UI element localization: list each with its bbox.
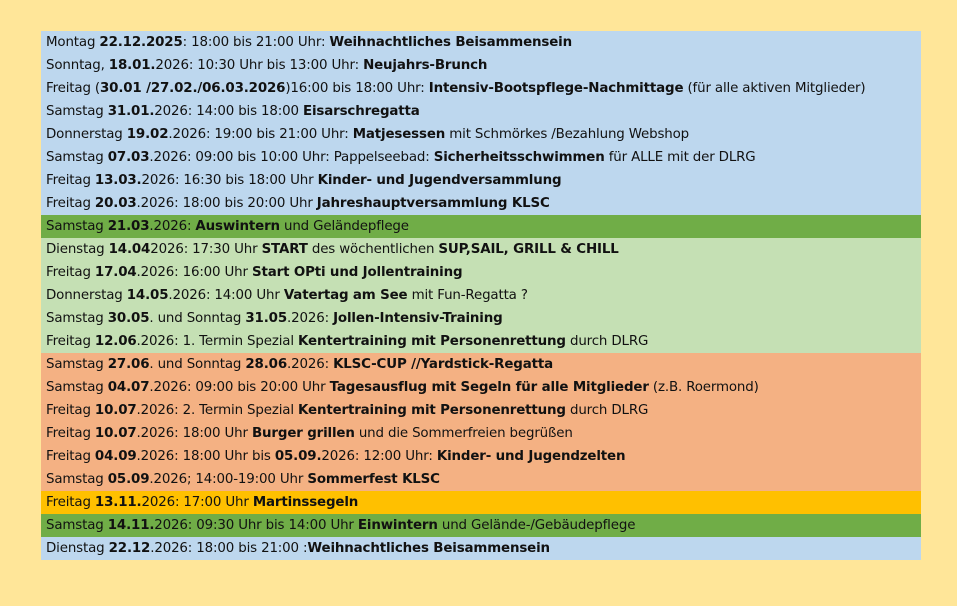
event-text: Samstag [46, 380, 108, 395]
schedule-row [41, 31, 921, 54]
event-highlight-text: Tagesausflug mit Segeln für alle Mitglieder [329, 380, 649, 395]
event-text: 2026: 14:00 bis 18:00 [154, 104, 303, 119]
event-text: Samstag [46, 311, 108, 326]
event-text: durch DLRG [565, 403, 649, 418]
event-text: Samstag [46, 150, 108, 165]
event-highlight-text: Kinder- und Jugendzelten [436, 449, 626, 464]
event-text: 2026: 10:30 Uhr bis 13:00 Uhr: [155, 58, 364, 73]
event-text: Samstag [46, 518, 108, 533]
event-text: Freitag [46, 265, 95, 280]
event-highlight-text: 04.07 [107, 380, 150, 395]
schedule-row [41, 100, 921, 123]
event-highlight-text: 14.04 [108, 242, 151, 257]
event-highlight-text: Burger grillen [251, 426, 355, 441]
event-text: .2026: [287, 311, 334, 326]
event-highlight-text: Jahreshauptversammlung KLSC [316, 196, 550, 211]
event-text: .2026: 18:00 bis 20:00 Uhr [136, 196, 317, 211]
event-highlight-text: 12.06 [94, 334, 137, 349]
event-text: Freitag [46, 173, 95, 188]
schedule-row [41, 238, 921, 261]
schedule-row [41, 54, 921, 77]
schedule-row [41, 284, 921, 307]
event-highlight-text: 30.05 [107, 311, 150, 326]
event-highlight-text: Martinssegeln [252, 495, 359, 510]
event-highlight-text: 17.04 [94, 265, 137, 280]
event-highlight-text: Kinder- und Jugendversammlung [317, 173, 562, 188]
event-text: (z.B. Roermond) [648, 380, 759, 395]
event-text: .2026: 18:00 Uhr bis [136, 449, 275, 464]
schedule-row [41, 261, 921, 284]
event-text: und Geländepflege [279, 219, 409, 234]
schedule-row [41, 537, 921, 560]
event-text: des wöchentlichen [307, 242, 439, 257]
event-highlight-text: 10.07 [94, 426, 137, 441]
event-highlight-text: 07.03 [107, 150, 150, 165]
event-text: mit Fun-Regatta ? [407, 288, 528, 303]
event-text: (für alle aktiven Mitglieder) [683, 81, 866, 96]
event-highlight-text: 22.12.2025 [99, 35, 183, 50]
event-text: .2026: 14:00 Uhr [168, 288, 284, 303]
event-highlight-text: 13.03. [94, 173, 142, 188]
event-highlight-text: START [261, 242, 308, 257]
event-highlight-text: 27.06 [107, 357, 150, 372]
event-text: )16:00 bis 18:00 Uhr: [285, 81, 429, 96]
schedule-row [41, 353, 921, 376]
event-highlight-text: Neujahrs-Brunch [363, 58, 488, 73]
schedule-row [41, 422, 921, 445]
event-highlight-text: 05.09. [274, 449, 322, 464]
schedule-row [41, 146, 921, 169]
event-text: und Gelände-/Gebäudepflege [437, 518, 636, 533]
event-highlight-text: 28.06 [245, 357, 287, 372]
event-highlight-text: 05.09 [107, 472, 150, 487]
schedule-row [41, 123, 921, 146]
schedule-row [41, 491, 921, 514]
event-highlight-text: Eisarschregatta [303, 104, 420, 119]
event-text: Donnerstag [46, 288, 127, 303]
event-highlight-text: Kentertraining mit Personenrettung [298, 403, 566, 418]
event-text: Freitag [46, 196, 95, 211]
event-text: .2026; 14:00-19:00 Uhr [149, 472, 308, 487]
event-text: 2026: 12:00 Uhr: [321, 449, 437, 464]
event-text: für ALLE mit der DLRG [604, 150, 756, 165]
event-text: Freitag [46, 334, 95, 349]
schedule-row [41, 307, 921, 330]
event-text: Montag [46, 35, 100, 50]
event-highlight-text: 30.01 /27.02./06.03.2026 [99, 81, 286, 96]
event-text: Dienstag [46, 541, 109, 556]
event-text: .2026: 2. Termin Spezial [136, 403, 299, 418]
event-highlight-text: 19.02 [126, 127, 169, 142]
event-text: Freitag [46, 426, 95, 441]
event-highlight-text: Kentertraining mit Personenrettung [298, 334, 566, 349]
event-highlight-text: 31.01. [107, 104, 155, 119]
event-text: .2026: 18:00 Uhr [136, 426, 252, 441]
event-highlight-text: Matjesessen [352, 127, 446, 142]
event-text: . und Sonntag [149, 311, 246, 326]
event-highlight-text: 14.11. [107, 518, 155, 533]
event-text: .2026: 09:00 bis 20:00 Uhr [149, 380, 330, 395]
schedule-row [41, 399, 921, 422]
event-highlight-text: 13.11. [94, 495, 142, 510]
event-highlight-text: Intensiv-Bootspflege-Nachmittage [428, 81, 684, 96]
event-highlight-text: 31.05 [245, 311, 287, 326]
event-highlight-text: 18.01. [108, 58, 156, 73]
event-text: Freitag [46, 495, 95, 510]
event-text: Samstag [46, 472, 108, 487]
schedule-row [41, 514, 921, 537]
event-highlight-text: Vatertag am See [283, 288, 408, 303]
event-highlight-text: Einwintern [357, 518, 438, 533]
event-text: Samstag [46, 219, 108, 234]
event-highlight-text: 14.05 [126, 288, 169, 303]
event-text: .2026: 1. Termin Spezial [136, 334, 299, 349]
event-highlight-text: 20.03 [94, 196, 137, 211]
schedule-row [41, 77, 921, 100]
event-text: Samstag [46, 104, 108, 119]
event-text: 2026: 17:30 Uhr [150, 242, 262, 257]
schedule-row [41, 215, 921, 238]
event-schedule-table [41, 31, 921, 560]
schedule-row [41, 169, 921, 192]
event-text: Freitag [46, 403, 95, 418]
event-highlight-text: Sicherheitsschwimmen [433, 150, 605, 165]
event-highlight-text: Weihnachtliches Beisammensein [307, 541, 550, 556]
event-text: .2026: [287, 357, 334, 372]
event-highlight-text: Start OPti und Jollentraining [251, 265, 463, 280]
event-text: Dienstag [46, 242, 109, 257]
event-highlight-text: Sommerfest KLSC [307, 472, 440, 487]
event-highlight-text: KLSC-CUP //Yardstick-Regatta [333, 357, 553, 372]
event-text: Sonntag, [46, 58, 109, 73]
schedule-row [41, 330, 921, 353]
event-text: 2026: 17:00 Uhr [141, 495, 253, 510]
event-text: . und Sonntag [149, 357, 246, 372]
event-text: Freitag [46, 449, 95, 464]
event-text: Donnerstag [46, 127, 127, 142]
event-text: .2026: 18:00 bis 21:00 : [150, 541, 308, 556]
event-text: Samstag [46, 357, 108, 372]
schedule-row [41, 376, 921, 399]
event-text: .2026: 19:00 bis 21:00 Uhr: [168, 127, 353, 142]
event-text: 2026: 09:30 Uhr bis 14:00 Uhr [154, 518, 358, 533]
event-highlight-text: Jollen-Intensiv-Training [333, 311, 503, 326]
event-highlight-text: SUP,SAIL, GRILL & CHILL [438, 242, 619, 257]
event-highlight-text: 22.12 [108, 541, 151, 556]
event-text: .2026: [149, 219, 196, 234]
event-text: : 18:00 bis 21:00 Uhr: [182, 35, 330, 50]
event-text: 2026: 16:30 bis 18:00 Uhr [141, 173, 318, 188]
event-text: .2026: 09:00 bis 10:00 Uhr: Pappelseebad: [149, 150, 434, 165]
event-highlight-text: 10.07 [94, 403, 137, 418]
event-text: und die Sommerfreien begrüßen [354, 426, 573, 441]
event-text: durch DLRG [565, 334, 649, 349]
schedule-row [41, 445, 921, 468]
event-highlight-text: Auswintern [195, 219, 280, 234]
event-text: .2026: 16:00 Uhr [136, 265, 252, 280]
event-highlight-text: 21.03 [107, 219, 150, 234]
event-highlight-text: 04.09 [94, 449, 137, 464]
event-highlight-text: Weihnachtliches Beisammensein [329, 35, 572, 50]
event-text: Freitag ( [46, 81, 100, 96]
schedule-row [41, 192, 921, 215]
event-text: mit Schmörkes /Bezahlung Webshop [445, 127, 690, 142]
schedule-row [41, 468, 921, 491]
